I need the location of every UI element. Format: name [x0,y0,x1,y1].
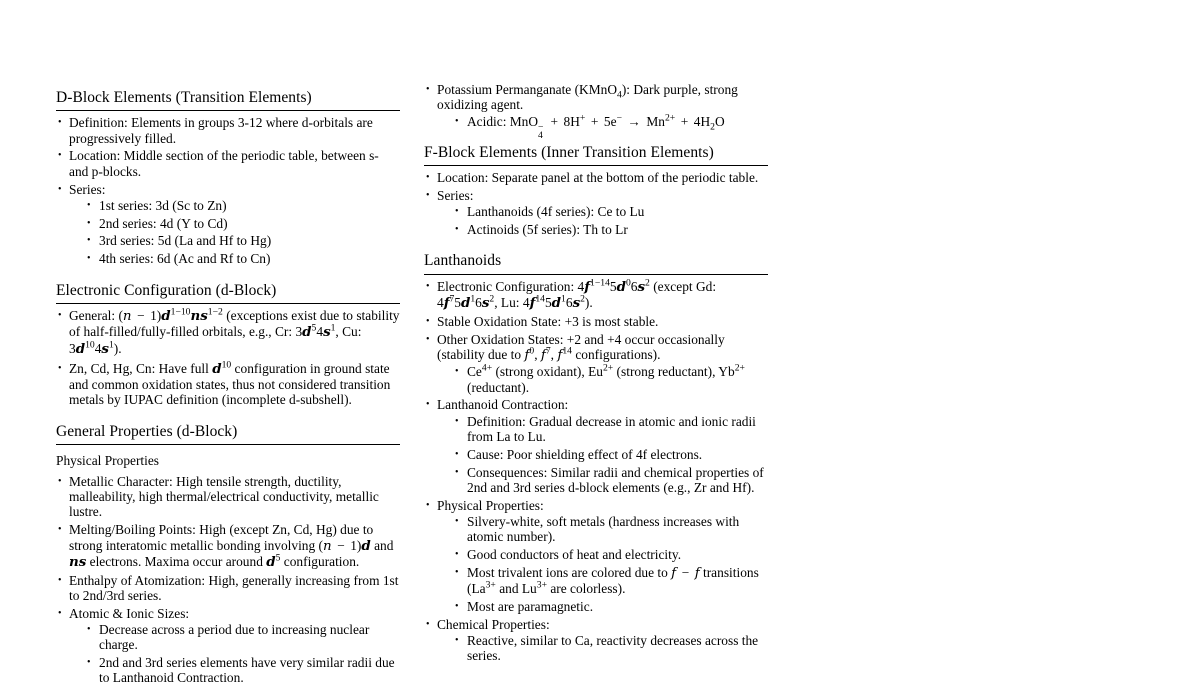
bullet-icon: • [426,618,430,630]
list-item-label: Most trivalent ions are colored due to f − f transitions ($La^{3+}$ and $Lu^{3+}$ are colorless). [467,564,759,597]
list-item [56,522,400,570]
list-item-label: Cause: Poor shielding effect of 4f electrons. [467,446,703,462]
permanganate-reaction-sublist [437,112,768,142]
list-item-label: Definition: Elements in groups 3-12 where d-orbitals are progressively filled. [69,115,373,146]
list-item-label: Metallic Character: High tensile strength, ductility, malleability, high thermal/electrical conductivity, metallic lustre. [69,473,379,520]
list-item-label: 3rd series: 5d (La and Hf to Hg) [99,233,272,249]
list-item-label: $Ce^{4+}$ (strong oxidant), $Eu^{2+}$ (strong reductant), $Yb^{2+}$ (reductant). [467,362,745,395]
list-item [86,251,400,266]
list-item-label: Other Oxidation States: +2 and +4 occur occasionally (stability due to $f^0$, $f^7$, $f^{14}$ configurations). [437,331,725,364]
f-block-list [424,170,768,237]
lanthanoid-chemical-properties-sublist [437,633,768,664]
list-item [56,573,400,604]
list-item-label: Zn, Cd, Hg, Cn: Have full $d^{10}$ configuration in ground state and common oxidation states, thus not considered transition metals by IUPAC definition (incomplete d-subshell). [69,359,391,408]
bullet-icon: • [87,624,91,635]
list-item-label: Good conductors of heat and electricity. [467,547,682,563]
bullet-icon: • [455,549,459,561]
list-item [424,314,768,329]
list-item-label: Lanthanoid Contraction: [437,397,569,413]
list-item [454,414,768,445]
list-item-label: Enthalpy of Atomization: High, generally increasing from 1st to 2nd/3rd series. [69,572,399,603]
list-item [86,233,400,248]
list-item [56,361,400,408]
list-item [86,622,400,653]
list-item-label: Silvery-white, soft metals (hardness increases with atomic number). [467,513,740,545]
list-item [424,498,768,615]
list-item-label: Definition: Gradual decrease in atomic and ionic radii from La to Lu. [467,413,756,444]
bullet-icon: • [455,635,459,647]
atomic-ionic-sizes-sublist [69,622,400,686]
bullet-icon: • [58,524,62,536]
list-item [56,115,400,146]
bullet-icon: • [87,657,91,669]
section-heading-general-properties-d-block: General Properties (d-Block) [56,422,400,445]
bullet-icon: • [58,309,62,321]
list-item-label: Location: Middle section of the periodic table, between s- and p-blocks. [69,148,379,179]
list-item [454,514,768,545]
d-block-list [56,115,400,266]
section-heading-electronic-configuration-d-block: Electronic Configuration (d-Block) [56,281,400,304]
list-item-label: 2nd series: 4d (Y to Cd) [99,215,228,231]
two-column-layout [56,82,768,686]
left-column [56,88,400,686]
bullet-icon: • [426,499,430,511]
list-item-label: Physical Properties: [437,497,544,513]
bullet-icon: • [87,253,91,265]
bullet-icon: • [455,366,459,378]
bullet-icon: • [58,117,62,129]
bullet-icon: • [426,190,430,202]
list-item [454,633,768,664]
list-item [454,447,768,462]
list-item-label: Lanthanoids (4f series): Ce to Lu [467,204,645,220]
list-item [454,204,768,219]
bullet-icon: • [455,448,459,460]
bullet-icon: • [426,172,430,184]
list-item-label: Stable Oxidation State: +3 is most stable. [437,313,659,329]
list-item [424,188,768,237]
list-item [454,547,768,562]
subheading-physical-properties: Physical Properties [56,453,160,469]
list-item-label: General: $(n - 1)d^{1-10}ns^{1-2}$ (exceptions exist due to stability of half-filled/fully-filled orbitals, e.g., Cr: $3d^54s^1$, Cu: $3d^{10}4s^1$). [69,306,400,357]
list-item [86,216,400,231]
bullet-icon: • [426,399,430,411]
bullet-icon: • [455,566,459,578]
bullet-icon: • [455,515,459,527]
list-item-label: Potassium Permanganate (KMnO$_4$): Dark purple, strong oxidizing agent. [437,82,738,113]
f-block-series-sublist [437,204,768,237]
bullet-icon: • [58,574,62,586]
bullet-icon: • [455,466,459,478]
list-item [454,222,768,237]
list-item [454,364,768,395]
list-item-label: 4th series: 6d (Ac and Rf to Cn) [99,251,271,267]
oxidation-examples-sublist [437,364,768,395]
list-item-label: Series: [69,181,106,197]
bullet-icon: • [426,315,430,327]
list-item-label: Series: [437,188,474,204]
reaction-equation: Acidic: MnO − 4 + $8H^+ + 5e^- \to Mn^{2+} + 4H_2O$ [467,112,725,142]
list-item [424,170,768,185]
bullet-icon: • [455,415,459,427]
list-item [86,655,400,686]
list-item-label: Actinoids (5f series): Th to Lr [467,222,628,238]
list-item [424,279,768,312]
list-item-label: Melting/Boiling Points: High (except Zn, Cd, Hg) due to strong interatomic metallic bonding involving (n − 1)d and ns electrons. Maxima occur around $d^5$ configuration. [69,522,394,570]
list-item-label: 1st series: 3d (Sc to Zn) [99,197,227,213]
lanthanoid-contraction-sublist [437,414,768,495]
list-item [56,148,400,179]
bullet-icon: • [87,235,91,247]
list-item [424,82,768,142]
bullet-icon: • [58,475,62,487]
bullet-icon: • [426,280,430,292]
bullet-icon: • [455,600,459,612]
general-properties-list [56,474,400,686]
list-item [56,182,400,267]
list-item [454,465,768,496]
bullet-icon: • [455,224,459,236]
bullet-icon: • [455,206,459,218]
list-item [424,397,768,495]
section-heading-f-block: F-Block Elements (Inner Transition Elements) [424,143,768,166]
bullet-icon: • [455,115,459,127]
list-item-label: Decrease across a period due to increasing nuclear charge. [99,622,370,653]
list-item [424,332,768,395]
list-item [454,565,768,597]
section-heading-d-block: D-Block Elements (Transition Elements) [56,88,400,111]
lanthanoid-physical-properties-sublist [437,514,768,614]
list-item-label: 2nd and 3rd series elements have very similar radii due to Lanthanoid Contraction. [99,655,395,686]
bullet-icon: • [58,150,62,162]
list-item [424,617,768,664]
list-item-label: Location: Separate panel at the bottom of the periodic table. [437,170,759,186]
permanganate-list [424,82,768,142]
list-item-label: Electronic Configuration: $4f^{1-14}5d^06s^2$ (except Gd: $4f^75d^16s^2$, Lu: $4f^{14}5d^16s^2$). [437,277,717,312]
list-item-label: Reactive, similar to Ca, reactivity decreases across the series. [467,633,759,664]
list-item [454,599,768,614]
list-item [56,308,400,357]
bullet-icon: • [58,362,62,374]
electronic-configuration-d-block-list [56,308,400,408]
lanthanoids-list [424,279,768,664]
list-item-label: Chemical Properties: [437,616,550,632]
list-item-label: Consequences: Similar radii and chemical properties of 2nd and 3rd series d-block elements (e.g., Zr and Hf). [467,464,764,495]
list-item [86,198,400,213]
section-heading-lanthanoids: Lanthanoids [424,251,768,274]
bullet-icon: • [426,333,430,345]
list-item-label: Most are paramagnetic. [467,598,594,614]
bullet-icon: • [87,217,91,229]
bullet-icon: • [58,183,62,195]
bullet-icon: • [87,199,91,211]
list-item [56,606,400,686]
bullet-icon: • [58,607,62,619]
list-item [454,112,768,142]
right-column [424,78,768,664]
series-sublist [69,198,400,267]
list-item-label: Atomic & Ionic Sizes: [69,605,190,621]
list-item [56,474,400,520]
bullet-icon: • [426,84,430,95]
